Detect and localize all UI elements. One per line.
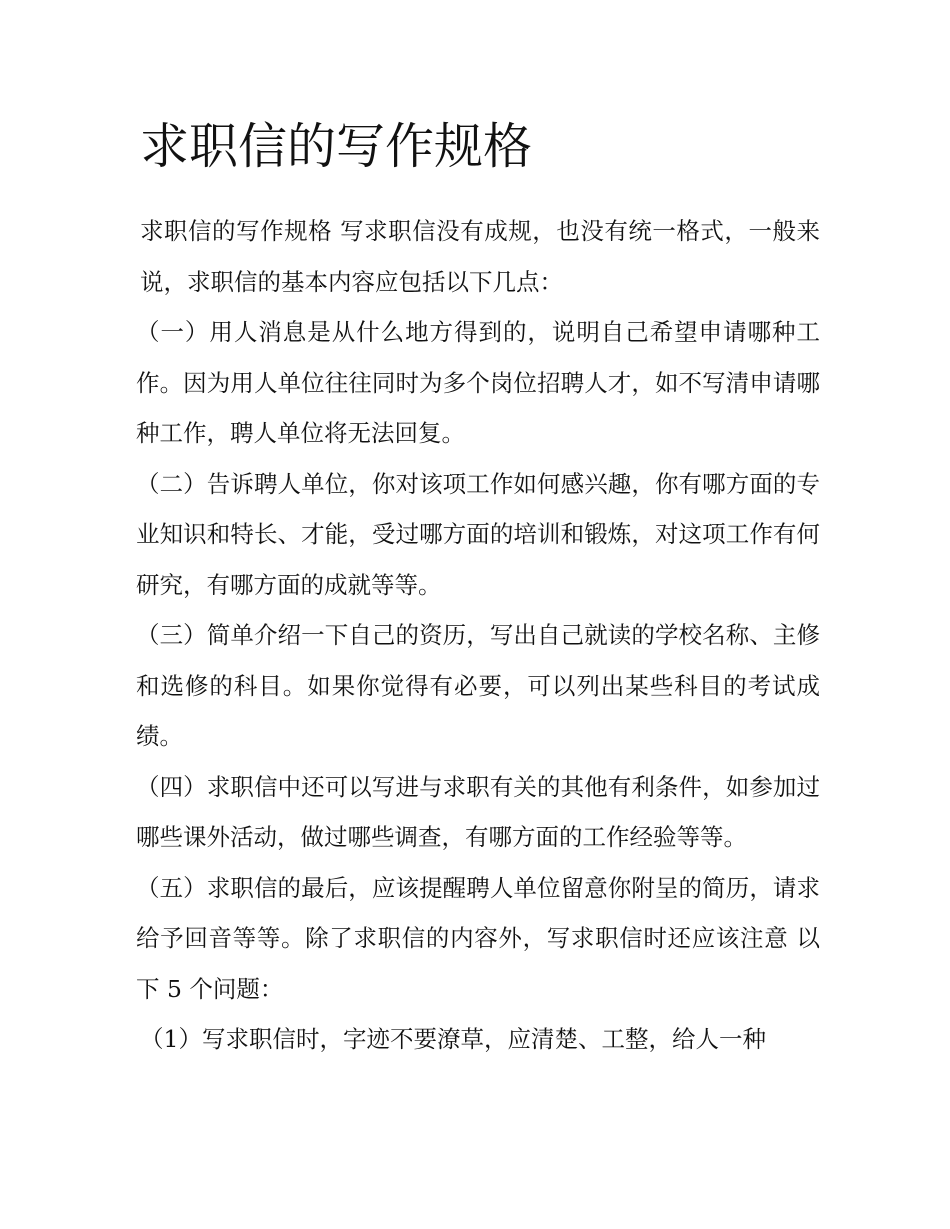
- intro-paragraph: 求职信的写作规格 写求职信没有成规，也没有统一格式，一般来说，求职信的基本内容应包括以下几点：: [140, 217, 820, 296]
- point-3-paragraph: （三）简单介绍一下自己的资历，写出自己就读的学校名称、主修和选修的科目。如果你觉得有必要，可以列出某些科目的考试成绩。: [136, 621, 820, 750]
- document-content: [136, 112, 820, 1065]
- point-1-paragraph: （一）用人消息是从什么地方得到的，说明自己希望申请哪种工作。因为用人单位往往同时为多个岗位招聘人才，如不写清申请哪种工作，聘人单位将无法回复。: [136, 318, 820, 447]
- issue-1-paragraph: （1）写求职信时，字迹不要潦草，应清楚、工整，给人一种: [140, 1025, 766, 1053]
- point-4-paragraph: （四）求职信中还可以写进与求职有关的其他有利条件，如参加过哪些课外活动，做过哪些调查，有哪方面的工作经验等等。: [136, 772, 820, 851]
- document-body: [136, 206, 820, 1065]
- document-title: 求职信的写作规格: [140, 118, 533, 175]
- point-5-paragraph: （五）求职信的最后，应该提醒聘人单位留意你附呈的简历，请求给予回音等等。除了求职信的内容外，写求职信时还应该注意 以下 5 个问题：: [136, 873, 820, 1003]
- point-2-paragraph: （二）告诉聘人单位，你对该项工作如何感兴趣，你有哪方面的专业知识和特长、才能，受过哪方面的培训和锻炼，对这项工作有何研究，有哪方面的成就等等。: [136, 469, 820, 599]
